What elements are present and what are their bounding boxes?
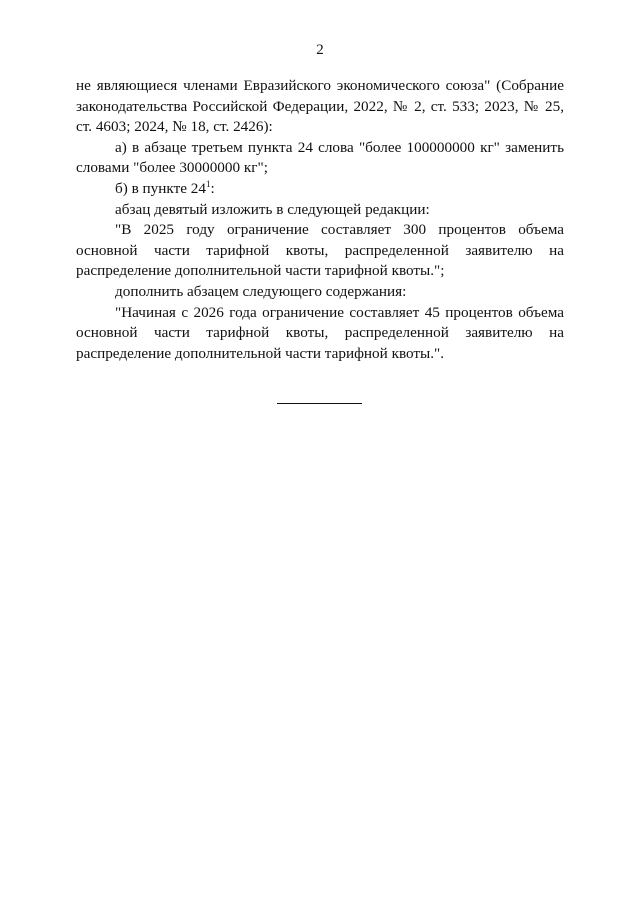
item-b-colon: :	[210, 179, 215, 197]
page-number: 2	[316, 42, 324, 58]
paragraph-continuation: не являющиеся членами Евразийского экономического союза" (Собрание законодательства Российской Федерации, 2022, № 2, ст. 533; 2023, № 25, ст. 4603; 2024, № 18, ст. 2426):	[76, 77, 564, 136]
end-of-text-divider	[277, 403, 362, 404]
item-b-superscript: 1	[205, 178, 211, 189]
paragraph-quote-2026: "Начиная с 2026 года ограничение составляет 45 процентов объема основной части тарифной квоты, распределенной заявителю на распределение дополнительной части тарифной квоты.".	[76, 303, 564, 362]
paragraph-ninth-clause-intro: абзац девятый изложить в следующей редакции:	[115, 200, 430, 218]
paragraph-item-b	[76, 179, 564, 200]
item-b-text: б) в пункте 24	[115, 179, 206, 197]
paragraph-item-a: а) в абзаце третьем пункта 24 слова "более 100000000 кг" заменить словами "более 30000000 кг";	[76, 138, 564, 177]
paragraph-quote-2025: "В 2025 году ограничение составляет 300 процентов объема основной части тарифной квоты, распределенной заявителю на распределение дополнительной части тарифной квоты.";	[76, 221, 564, 280]
document-body	[76, 76, 564, 364]
paragraph-add-clause-intro: дополнить абзацем следующего содержания:	[115, 282, 407, 300]
